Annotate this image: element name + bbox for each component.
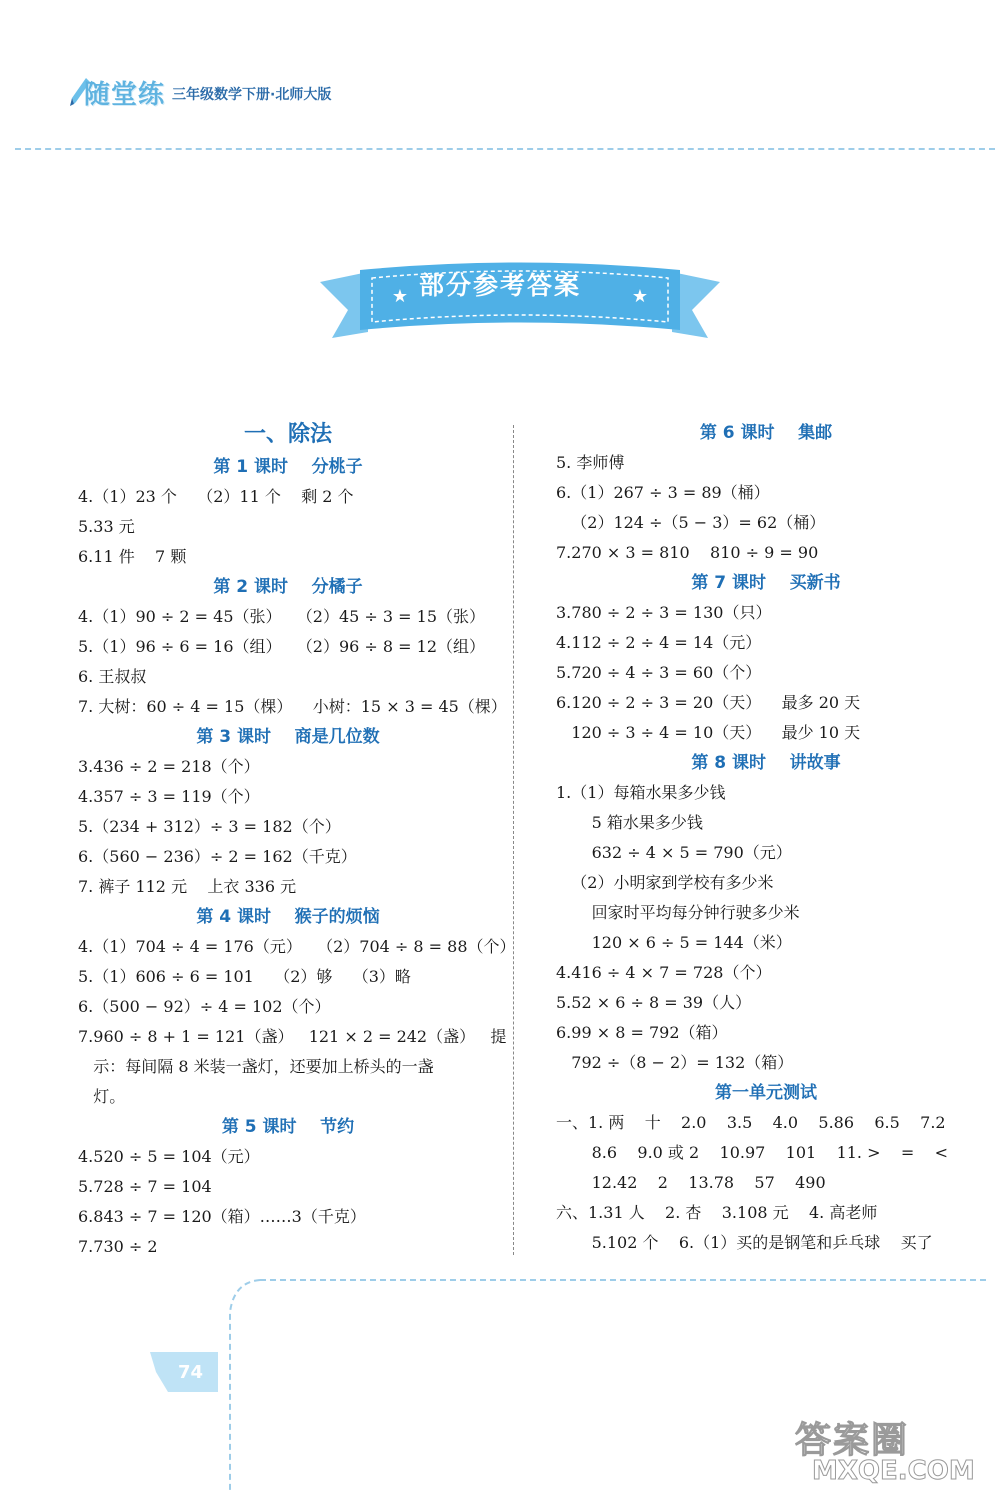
answer-line: 6.843 ÷ 7 = 120（箱）……3（千克）	[78, 1207, 366, 1226]
lesson-title: 第 5 课时 节约	[221, 1117, 355, 1137]
answer-line: 7.270 × 3 = 810 810 ÷ 9 = 90	[556, 543, 819, 562]
page-title: 部分参考答案	[418, 271, 581, 300]
column-divider	[513, 425, 514, 1255]
answer-line: 5.52 × 6 ÷ 8 = 39（人）	[556, 993, 752, 1012]
answer-line: 6.120 ÷ 2 ÷ 3 = 20（天） 最多 20 天	[556, 693, 861, 712]
answer-line: 6.（500 − 92）÷ 4 = 102（个）	[78, 997, 331, 1016]
watermark-logo: 答案圈	[795, 1420, 910, 1461]
answer-line: 6.（1）267 ÷ 3 = 89（桶）	[556, 483, 770, 502]
lesson-title: 第一单元测试	[715, 1083, 817, 1103]
answer-line: 7. 大树：60 ÷ 4 = 15（棵） 小树：15 × 3 = 45（棵）	[78, 697, 507, 716]
lesson-title: 第 7 课时 买新书	[691, 573, 841, 593]
lesson-title: 第 2 课时 分橘子	[213, 577, 363, 597]
chapter-title: 一、除法	[243, 422, 332, 447]
brand-logo: 随堂练	[84, 80, 166, 110]
lesson-title: 第 6 课时 集邮	[699, 423, 833, 443]
answer-line: 4.（1）23 个 （2）11 个 剩 2 个	[78, 487, 354, 506]
lesson-title: 第 8 课时 讲故事	[691, 753, 841, 773]
answer-line: 120 ÷ 3 ÷ 4 = 10（天） 最少 10 天	[556, 723, 861, 742]
answer-line: 6.11 件 7 颗	[78, 547, 187, 566]
star-icon: ★	[391, 286, 409, 307]
answer-line: 回家时平均每分钟行驶多少米	[556, 903, 800, 922]
answer-line: 1.（1）每箱水果多少钱	[556, 783, 726, 802]
star-icon: ★	[631, 286, 649, 307]
answer-line: 120 × 6 ÷ 5 = 144（米）	[556, 933, 792, 952]
answer-line: 7.960 ÷ 8 + 1 = 121（盏） 121 × 2 = 242（盏） 提	[78, 1027, 507, 1046]
answer-line: 6.99 × 8 = 792（箱）	[556, 1023, 728, 1042]
answer-line: 5.720 ÷ 4 ÷ 3 = 60（个）	[556, 663, 762, 682]
answer-line: 5.（1）96 ÷ 6 = 16（组） （2）96 ÷ 8 = 12（组）	[78, 637, 485, 656]
answer-line: （2）小明家到学校有多少米	[556, 873, 774, 892]
answer-line: 792 ÷（8 − 2）= 132（箱）	[556, 1053, 794, 1072]
answer-line: 8.6 9.0 或 2 10.97 101 11. > = <	[556, 1143, 949, 1162]
answer-line: 5.102 个 6.（1）买的是钢笔和乒乓球 买了	[556, 1233, 933, 1252]
page-number: 74	[178, 1362, 204, 1383]
answer-line: 一、1. 两 十 2.0 3.5 4.0 5.86 6.5 7.2	[556, 1113, 946, 1132]
answer-line: 3.436 ÷ 2 = 218（个）	[78, 757, 260, 776]
answer-line: 4.（1）704 ÷ 4 = 176（元） （2）704 ÷ 8 = 88（个）	[78, 937, 516, 956]
answer-line: 5.728 ÷ 7 = 104	[78, 1177, 212, 1196]
answer-line: 4.416 ÷ 4 × 7 = 728（个）	[556, 963, 772, 982]
answer-line: 3.780 ÷ 2 ÷ 3 = 130（只）	[556, 603, 772, 622]
answer-line: 4.（1）90 ÷ 2 = 45（张） （2）45 ÷ 3 = 15（张）	[78, 607, 485, 626]
answer-line: 灯。	[78, 1087, 126, 1106]
answer-line: 4.357 ÷ 3 = 119（个）	[78, 787, 260, 806]
lesson-title: 第 1 课时 分桃子	[213, 457, 363, 477]
answer-line: 5 箱水果多少钱	[556, 813, 703, 832]
answer-line: 632 ÷ 4 × 5 = 790（元）	[556, 843, 792, 862]
answer-line: （2）124 ÷（5 − 3）= 62（桶）	[556, 513, 826, 532]
lesson-title: 第 3 课时 商是几位数	[196, 727, 380, 747]
answers-left-column	[78, 418, 516, 1262]
answer-line: 六、1.31 人 2. 杏 3.108 元 4. 高老师	[556, 1203, 878, 1222]
answer-line: 5. 李师傅	[556, 453, 625, 472]
answer-line: 4.520 ÷ 5 = 104（元）	[78, 1147, 260, 1166]
answer-line: 7.730 ÷ 2	[78, 1237, 158, 1256]
lesson-title: 第 4 课时 猴子的烦恼	[196, 907, 380, 927]
answer-line: 12.42 2 13.78 57 490	[556, 1173, 826, 1192]
answer-line: 示：每间隔 8 米装一盏灯，还要加上桥头的一盏	[78, 1057, 434, 1076]
header-divider	[15, 148, 995, 150]
answers-right-column	[556, 418, 976, 1258]
answer-line: 6.（560 − 236）÷ 2 = 162（千克）	[78, 847, 357, 866]
answer-line: 5.（1）606 ÷ 6 = 101 （2）够 （3）略	[78, 967, 411, 986]
answer-line: 6. 王叔叔	[78, 667, 147, 686]
answer-line: 5.33 元	[78, 517, 135, 536]
watermark-url: MXQE.COM	[812, 1456, 975, 1486]
answer-line: 4.112 ÷ 2 ÷ 4 = 14（元）	[556, 633, 762, 652]
book-info: 三年级数学下册·北师大版	[172, 87, 332, 103]
answer-line: 7. 裤子 112 元 上衣 336 元	[78, 877, 297, 896]
answer-line: 5.（234 + 312）÷ 3 = 182（个）	[78, 817, 341, 836]
